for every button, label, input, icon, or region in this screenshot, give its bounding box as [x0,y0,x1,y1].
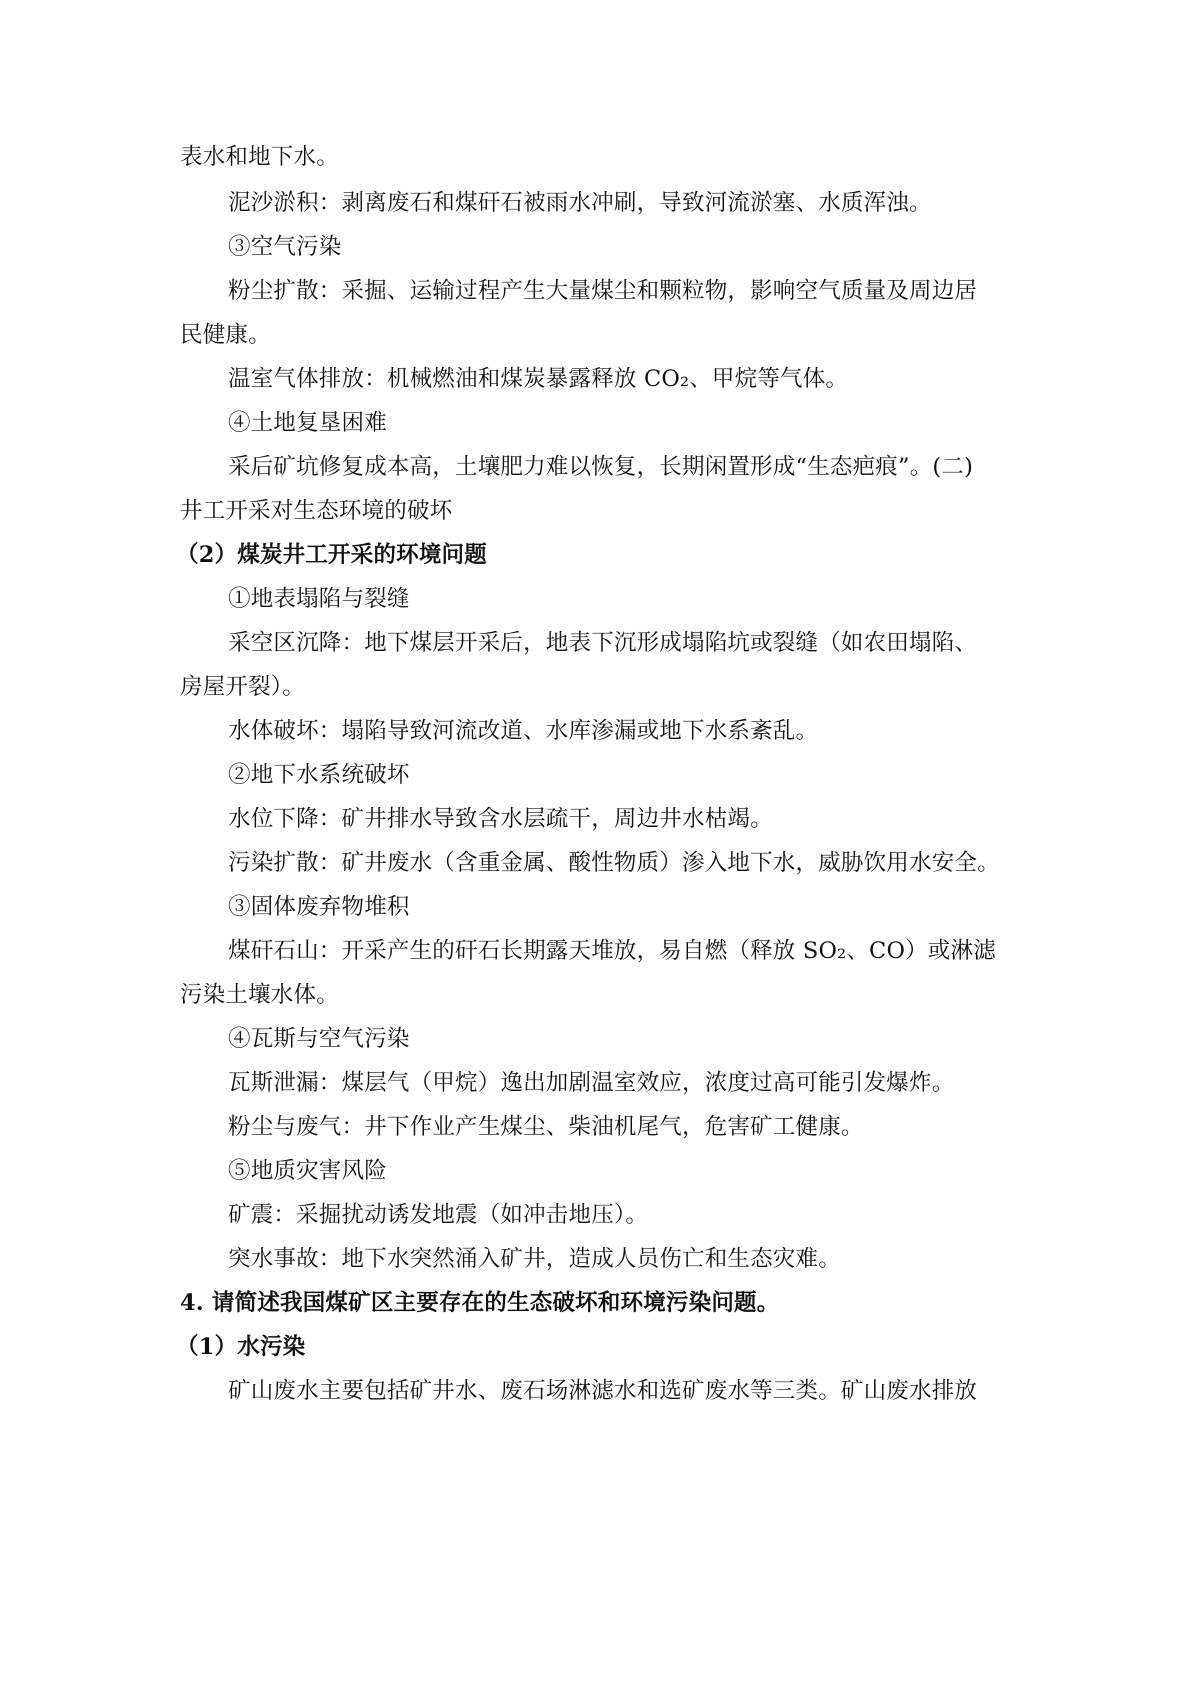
section-heading-underground-mining: （2）煤炭井工开采的环境问题 [176,542,487,568]
paragraph-gas-leak: 瓦斯泄漏：煤层气（甲烷）逸出加剧温室效应，浓度过高可能引发爆炸。 [228,1070,955,1096]
item-heading-geohazard: ⑤地质灾害风险 [228,1158,387,1184]
item-heading-subsidence: ①地表塌陷与裂缝 [228,586,410,612]
paragraph-continuation: 表水和地下水。 [180,144,339,170]
item-heading-air-pollution: ③空气污染 [228,234,342,260]
paragraph-mine-quake: 矿震：采掘扰动诱发地震（如冲击地压）。 [228,1202,649,1228]
paragraph-pollution-spread: 污染扩散：矿井废水（含重金属、酸性物质）渗入地下水，威胁饮用水安全。 [228,850,1000,876]
paragraph-reclamation: 采后矿坑修复成本高，土壤肥力难以恢复，长期闲置形成“生态疤痕”。(二) [228,454,974,480]
paragraph-greenhouse: 温室气体排放：机械燃油和煤炭暴露释放 CO₂、甲烷等气体。 [228,366,849,392]
item-heading-groundwater: ②地下水系统破坏 [228,762,410,788]
paragraph-gangue-hill: 煤矸石山：开采产生的矸石长期露天堆放，易自燃（释放 SO₂、CO）或淋滤 [228,938,996,964]
question-heading-4: 4. 请简述我国煤矿区主要存在的生态破坏和环境污染问题。 [180,1290,780,1316]
section-heading-water-pollution: （1）水污染 [176,1334,306,1360]
paragraph-dust-spread: 粉尘扩散：采掘、运输过程产生大量煤尘和颗粒物，影响空气质量及周边居 [228,278,978,304]
paragraph-dust-spread-cont: 民健康。 [180,322,271,348]
paragraph-water-inrush: 突水事故：地下水突然涌入矿井，造成人员伤亡和生态灾难。 [228,1246,841,1272]
paragraph-dust-exhaust: 粉尘与废气：井下作业产生煤尘、柴油机尾气，危害矿工健康。 [228,1114,864,1140]
paragraph-water-damage: 水体破坏：塌陷导致河流改道、水库渗漏或地下水系紊乱。 [228,718,819,744]
paragraph-reclamation-cont: 井工开采对生态环境的破坏 [180,498,453,524]
paragraph-goaf-subsidence-cont: 房屋开裂）。 [180,674,305,700]
item-heading-solid-waste: ③固体废弃物堆积 [228,894,410,920]
paragraph-gangue-hill-cont: 污染土壤水体。 [180,982,339,1008]
paragraph-goaf-subsidence: 采空区沉降：地下煤层开采后，地表下沉形成塌陷坑或裂缝（如农田塌陷、 [228,630,978,656]
paragraph-water-level: 水位下降：矿井排水导致含水层疏干，周边井水枯竭。 [228,806,773,832]
item-heading-gas-air: ④瓦斯与空气污染 [228,1026,410,1052]
item-heading-land-reclamation: ④土地复垦困难 [228,410,387,436]
paragraph-sediment: 泥沙淤积：剥离废石和煤矸石被雨水冲刷，导致河流淤塞、水质浑浊。 [228,190,932,216]
paragraph-mine-wastewater: 矿山废水主要包括矿井水、废石场淋滤水和选矿废水等三类。矿山废水排放 [228,1378,978,1404]
